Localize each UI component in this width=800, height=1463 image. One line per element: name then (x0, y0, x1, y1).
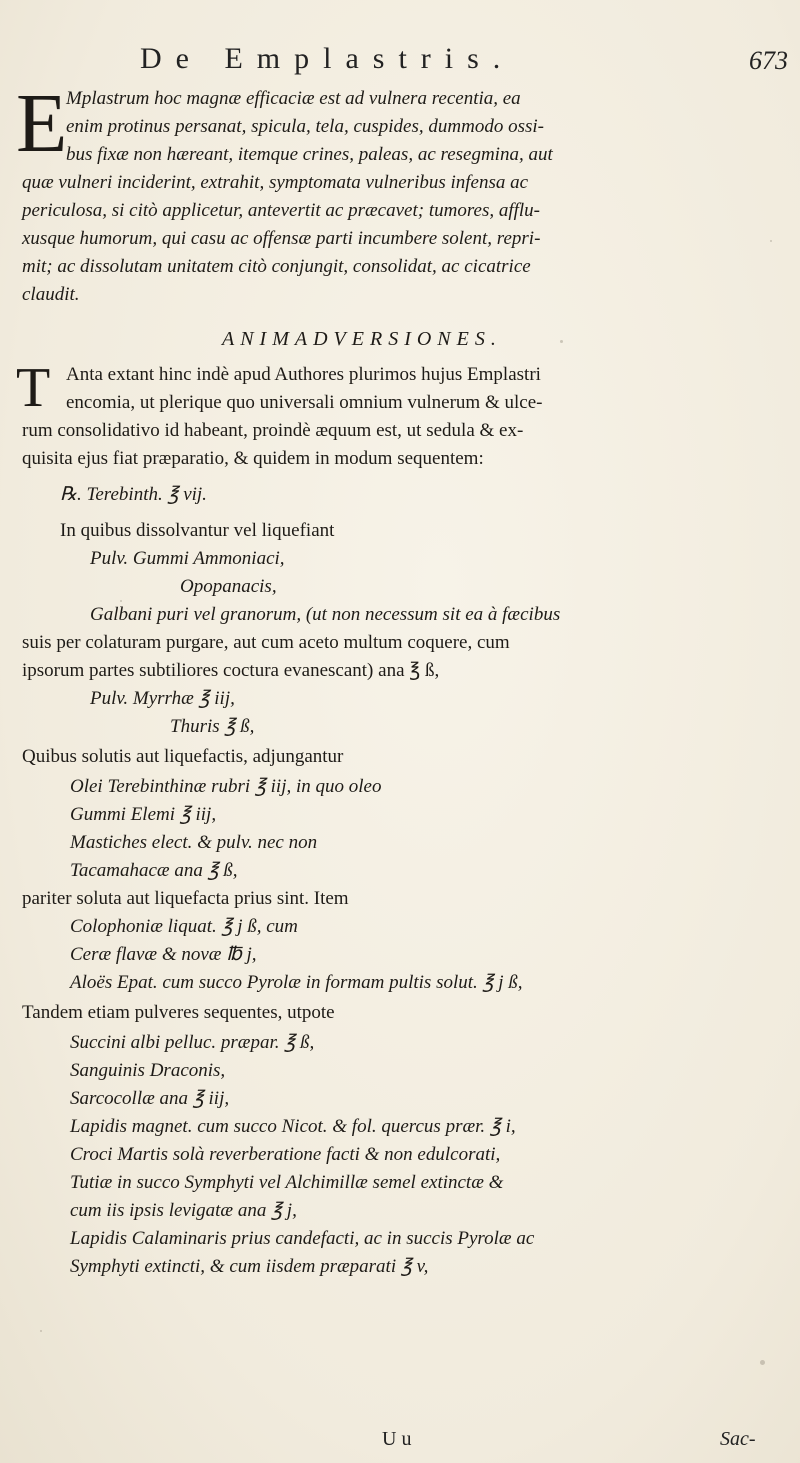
body-line-4: quisita ejus fiat præparatio, & quidem in modum sequentem: (22, 448, 484, 469)
paper-speck (770, 240, 772, 242)
paper-speck (40, 1330, 42, 1332)
intro-line-7: mit; ac dissolutam unitatem citò conjungit, consolidat, ac cicatrice (22, 256, 531, 277)
intro-line-4: quæ vulneri inciderint, extrahit, symptomata vulneribus infensa ac (22, 172, 529, 193)
recipe-line-19: Tandem etiam pulveres sequentes, utpote (22, 1002, 335, 1023)
recipe-line-13: Mastiches elect. & pulv. nec non (70, 832, 318, 853)
recipe-line-21: Sanguinis Draconis, (70, 1060, 226, 1081)
recipe-line-15: pariter soluta aut liquefacta prius sint. Item (22, 888, 349, 909)
section-heading: ANIMADVERSIONES. (222, 328, 502, 350)
recipe-line-28: Symphyti extincti, & cum iisdem præparati ℥ v, (70, 1256, 429, 1277)
drop-cap-t: T (16, 357, 51, 419)
recipe-line-24: Croci Martis solà reverberatione facti & non edulcorati, (70, 1144, 501, 1165)
recipe-line-6: suis per colaturam purgare, aut cum aceto multum coquere, cum (22, 632, 510, 653)
recipe-line-27: Lapidis Calaminaris prius candefacti, ac in succis Pyrolæ ac (70, 1228, 535, 1249)
paper-speck (760, 1360, 765, 1365)
recipe-line-3: Pulv. Gummi Ammoniaci, (90, 548, 285, 569)
intro-line-2: enim protinus persanat, spicula, tela, cuspides, dummodo ossi- (66, 116, 544, 137)
recipe-line-5: Galbani puri vel granorum, (ut non necessum sit ea à fæcibus (90, 604, 561, 625)
body-line-3: rum consolidativo id habeant, proindè æquum est, ut sedula & ex- (22, 420, 524, 441)
recipe-line-25: Tutiæ in succo Symphyti vel Alchimillæ semel extinctæ & (70, 1172, 504, 1193)
recipe-line-4: Opopanacis, (180, 576, 277, 597)
recipe-line-12: Gummi Elemi ℥ iij, (70, 804, 217, 825)
intro-line-6: xusque humorum, qui casu ac offensæ parti incumbere solent, repri- (22, 228, 541, 249)
recipe-line-14: Tacamahacæ ana ℥ ß, (70, 860, 238, 881)
paper-speck (120, 600, 122, 602)
recipe-line-26: cum iis ipsis levigatæ ana ℥ j, (70, 1200, 297, 1221)
recipe-line-16: Colophoniæ liquat. ℥ j ß, cum (70, 916, 298, 937)
recipe-line-17: Ceræ flavæ & novæ ℔ j, (70, 944, 257, 965)
recipe-line-7: ipsorum partes subtiliores coctura evanescant) ana ℥ ß, (22, 660, 440, 681)
recipe-line-20: Succini albi pelluc. præpar. ℥ ß, (70, 1032, 315, 1053)
drop-cap-e: E (16, 77, 68, 170)
recipe-line-11: Olei Terebinthinæ rubri ℥ iij, in quo oleo (70, 776, 382, 797)
intro-line-5: periculosa, si citò applicetur, antevertit ac præcavet; tumores, afflu- (22, 200, 541, 221)
intro-line-3: bus fixæ non hæreant, itemque crines, paleas, ac resegmina, aut (66, 144, 553, 165)
running-header (140, 42, 800, 82)
signature-mark: U u (382, 1428, 412, 1450)
recipe-line-8: Pulv. Myrrhæ ℥ iij, (90, 688, 235, 709)
intro-line-1: Mplastrum hoc magnæ efficaciæ est ad vulnera recentia, ea (66, 88, 521, 109)
running-title: De Emplastris. (140, 42, 515, 75)
body-line-1: Anta extant hinc indè apud Authores plurimos hujus Emplastri (66, 364, 541, 385)
recipe-line-2: In quibus dissolvantur vel liquefiant (60, 520, 335, 541)
paper-speck (560, 340, 563, 343)
body-line-2: encomia, ut plerique quo universali omnium vulnerum & ulce- (66, 392, 543, 413)
page-number: 673 (749, 46, 788, 75)
catchword: Sac- (720, 1428, 756, 1450)
recipe-line-9: Thuris ℥ ß, (170, 716, 255, 737)
recipe-line-22: Sarcocollæ ana ℥ iij, (70, 1088, 230, 1109)
recipe-line-1: ℞. Terebinth. ℥ vij. (60, 484, 207, 505)
recipe-line-10: Quibus solutis aut liquefactis, adjungantur (22, 746, 344, 767)
intro-line-8: claudit. (22, 284, 80, 305)
recipe-line-18: Aloës Epat. cum succo Pyrolæ in formam pultis solut. ℥ j ß, (70, 972, 523, 993)
recipe-line-23: Lapidis magnet. cum succo Nicot. & fol. quercus prær. ℥ i, (70, 1116, 516, 1137)
